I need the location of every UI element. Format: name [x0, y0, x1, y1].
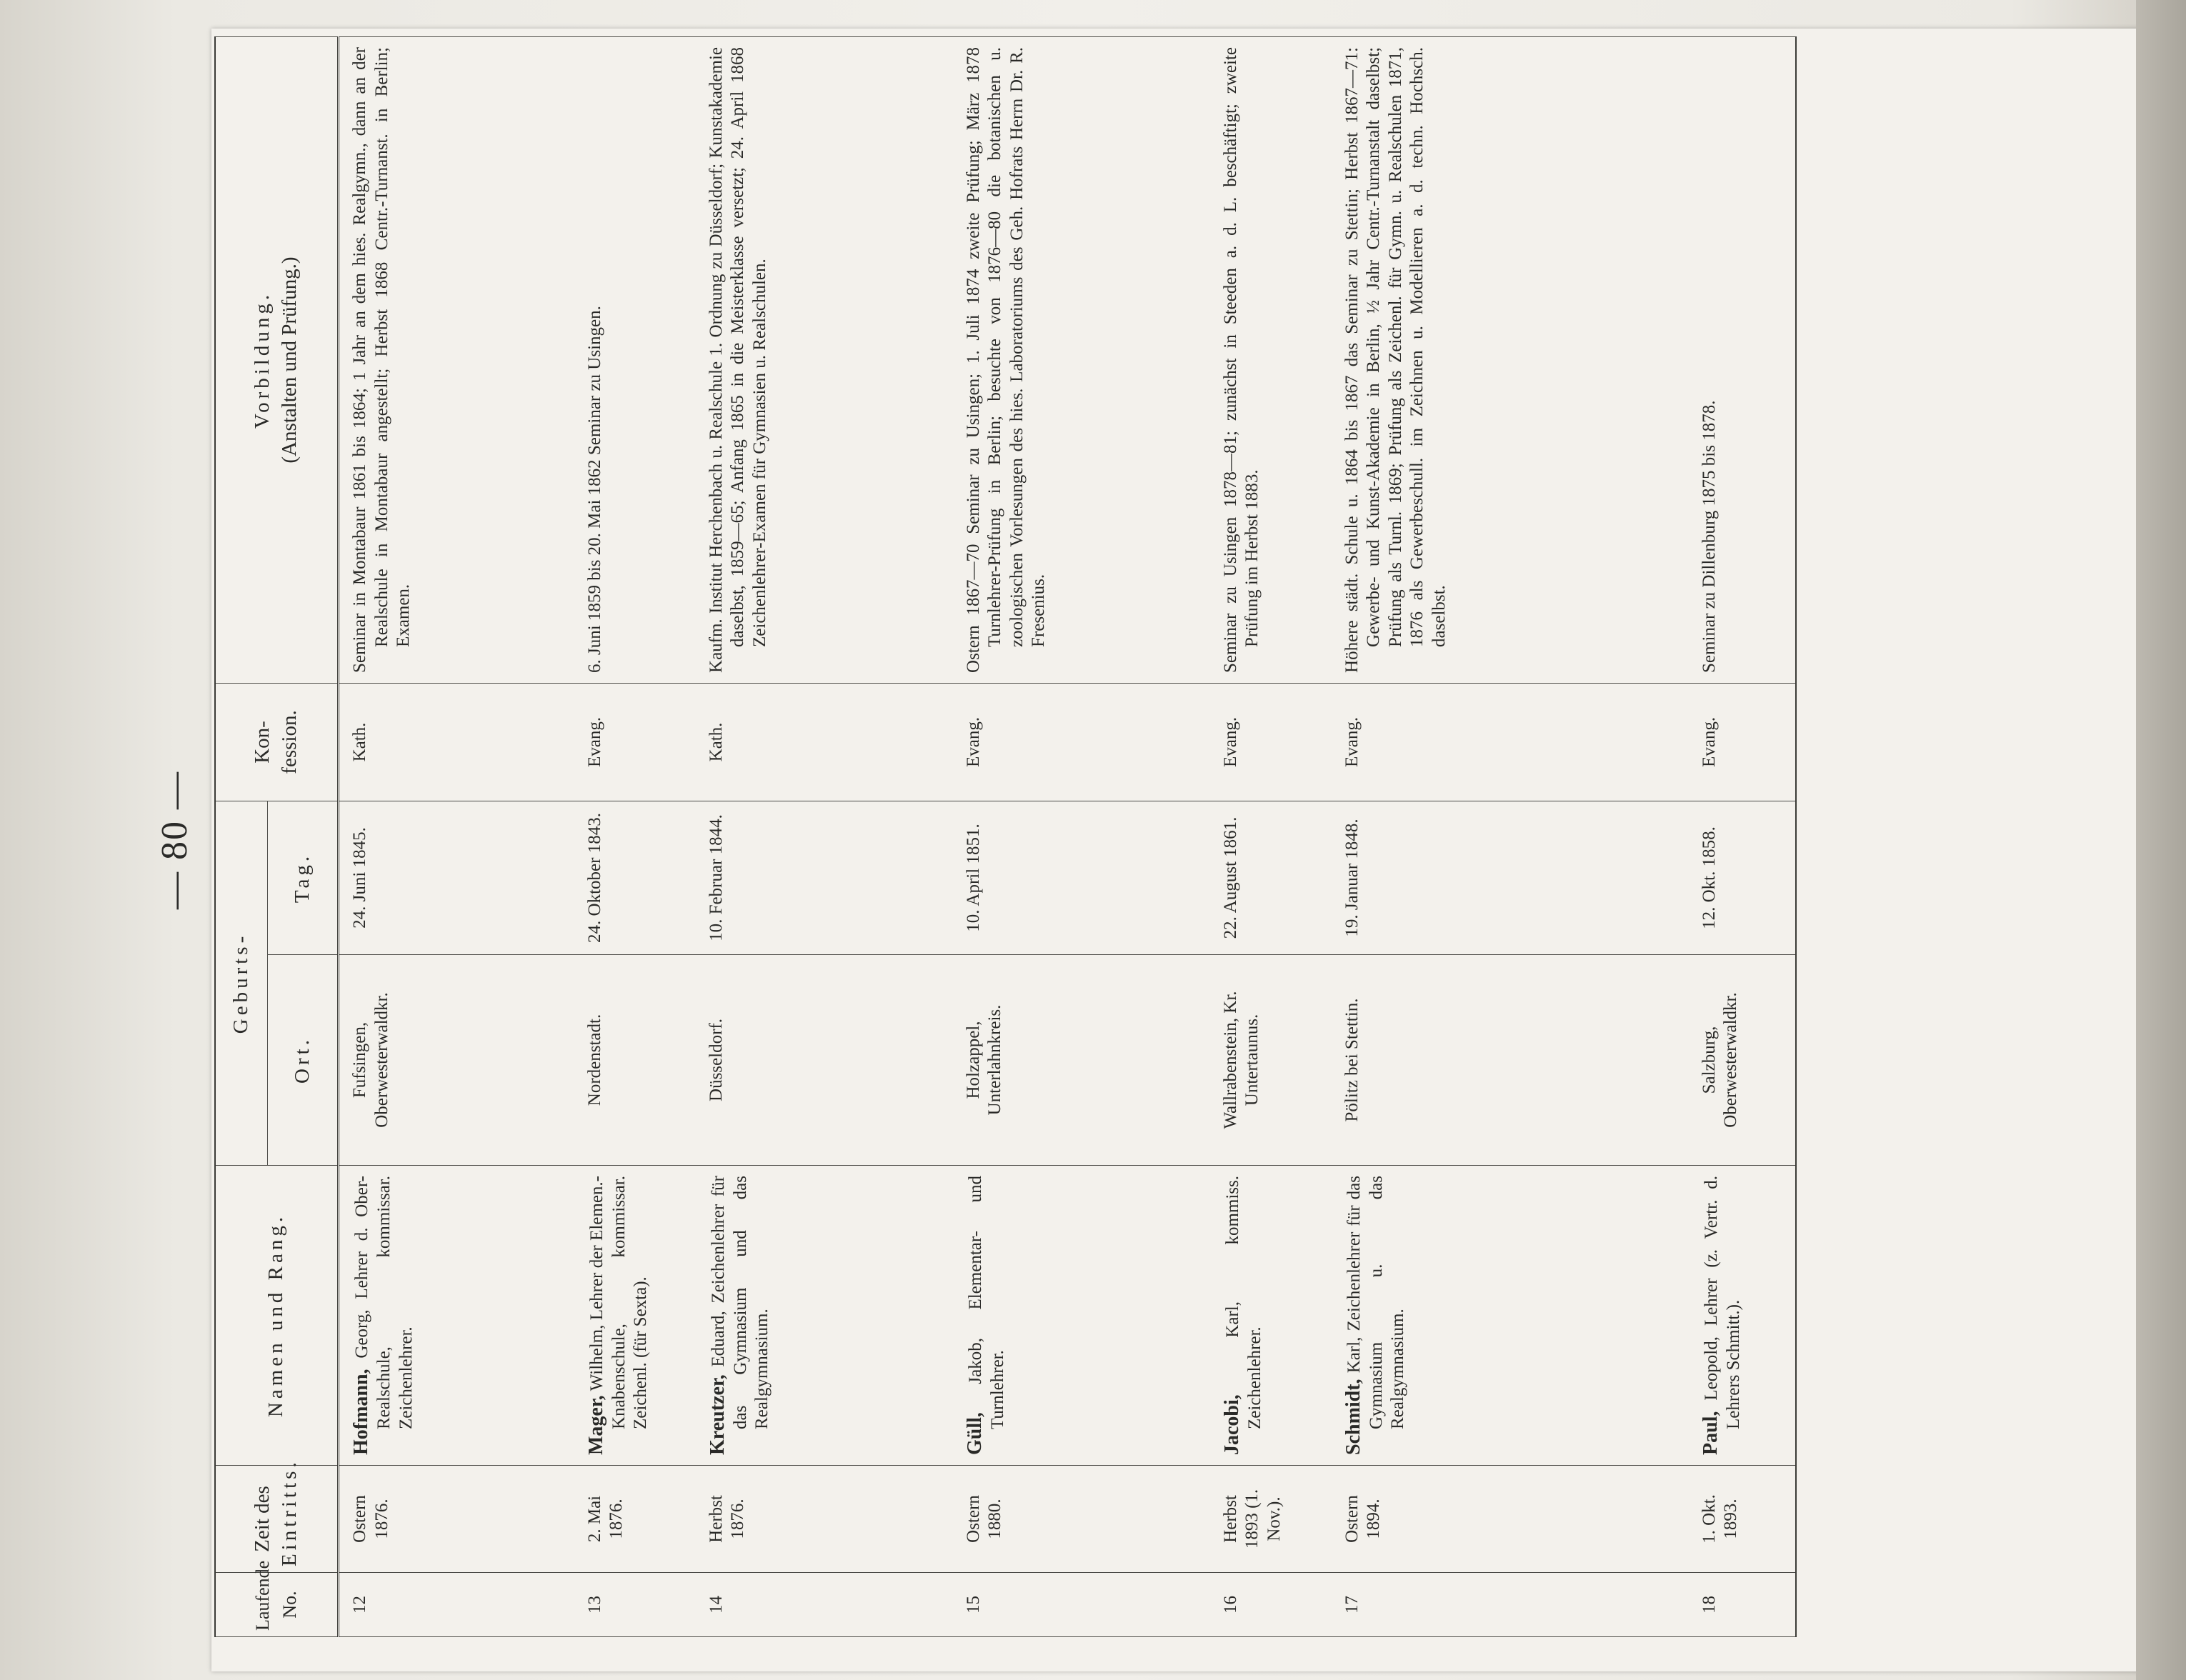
birth-date: 10. Februar 1844.	[696, 801, 953, 954]
row-number: 15	[953, 1573, 1210, 1637]
education: Seminar zu Dillenburg 1875 bis 1878.	[1689, 36, 1796, 683]
table-row	[1332, 36, 1689, 1636]
confession: Evang.	[1210, 683, 1332, 801]
birth-date: 24. Oktober 1843.	[574, 801, 696, 954]
entry-date: 1. Okt. 1893.	[1689, 1466, 1796, 1573]
header-tag: Tag.	[268, 801, 339, 954]
surname: Paul,	[1699, 1411, 1722, 1455]
name-and-rank	[339, 1166, 574, 1466]
rank-text: Eduard, Zeichenlehrer für das Gymnasium und das Realgymnasium.	[708, 1176, 772, 1429]
birth-place: Holzappel, Unterlahnkreis.	[953, 955, 1210, 1166]
confession: Kath.	[696, 683, 953, 801]
row-number: 14	[696, 1573, 953, 1637]
name-and-rank	[953, 1166, 1210, 1466]
birth-date: 12. Okt. 1858.	[1689, 801, 1796, 954]
row-number: 18	[1689, 1573, 1796, 1637]
header-name: Namen und Rang.	[215, 1166, 339, 1466]
confession: Evang.	[1332, 683, 1689, 801]
entry-date: Herbst 1893 (1. Nov.).	[1210, 1466, 1332, 1573]
name-and-rank	[574, 1166, 696, 1466]
confession: Kath.	[339, 683, 574, 801]
birth-date: 19. Januar 1848.	[1332, 801, 1689, 954]
header-konfession: Kon- fession.	[215, 683, 339, 801]
name-and-rank	[696, 1166, 953, 1466]
rank-text: Leopold, Lehrer (z. Vertr. d. Lehrers Schmitt.).	[1701, 1176, 1743, 1429]
education: Seminar zu Usingen 1878—81; zunächst in Steeden a. d. L. beschäftigt; zweite Prüfung im Herbst 1883.	[1210, 36, 1332, 683]
education: Ostern 1867—70 Seminar zu Usingen; 1. Juli 1874 zweite Prüfung; März 1878 Turnlehrer-Prüfung in Berlin; besuchte von 1876—80 die botanischen u. zoologischen Vorlesungen des hies. Laboratoriums des Geh. Hofrats Herrn Dr. R. Fresenius.	[953, 36, 1210, 683]
birth-place: Nordenstadt.	[574, 955, 696, 1166]
confession: Evang.	[574, 683, 696, 801]
table-row	[339, 36, 574, 1636]
row-number: 12	[339, 1573, 574, 1637]
rank-text: Karl, kommiss. Zeichenlehrer.	[1222, 1176, 1264, 1429]
table-row	[1689, 36, 1796, 1636]
entry-date: Ostern 1894.	[1332, 1466, 1689, 1573]
header-row	[215, 36, 268, 1636]
confession: Evang.	[953, 683, 1210, 801]
entry-date: 2. Mai 1876.	[574, 1466, 696, 1573]
teacher-register-table	[214, 36, 1797, 1637]
header-zeit: Zeit des Eintritts.	[215, 1466, 339, 1573]
header-no: Laufende No.	[215, 1573, 339, 1637]
education: 6. Juni 1859 bis 20. Mai 1862 Seminar zu Usingen.	[574, 36, 696, 683]
birth-place: Wallrabenstein, Kr. Untertaunus.	[1210, 955, 1332, 1166]
header-geburts: Geburts-	[215, 801, 268, 1165]
surname: Güll,	[963, 1412, 986, 1455]
table-row	[953, 36, 1210, 1636]
row-number: 13	[574, 1573, 696, 1637]
header-ort: Ort.	[268, 955, 339, 1166]
header-vorbildung: Vorbildung. (Anstalten und Prüfung.)	[215, 36, 339, 683]
birth-date: 22. August 1861.	[1210, 801, 1332, 954]
row-number: 16	[1210, 1573, 1332, 1637]
name-and-rank	[1689, 1166, 1796, 1466]
surname: Mager,	[584, 1395, 607, 1455]
entry-date: Ostern 1880.	[953, 1466, 1210, 1573]
surname: Kreutzer,	[706, 1374, 729, 1455]
birth-place: Pölitz bei Stettin.	[1332, 955, 1689, 1166]
table-row	[696, 36, 953, 1636]
education: Seminar in Montabaur 1861 bis 1864; 1 Jahr an dem hies. Realgymn., dann an der Realschule in Montabaur angestellt; Herbst 1868 Centr.-Turnanst. in Berlin; Examen.	[339, 36, 574, 683]
rank-text: Wilhelm, Lehrer der Elemen.-Knabenschule, kommissar. Zeichenl. (für Sexta).	[587, 1176, 651, 1429]
entry-date: Herbst 1876.	[696, 1466, 953, 1573]
rank-text: Jakob, Elementar- und Turnlehrer.	[965, 1176, 1007, 1429]
birth-place: Fufsingen, Oberwesterwaldkr.	[339, 955, 574, 1166]
rank-text: Karl, Zeichenlehrer für das Gymnasium u. das Realgymnasium.	[1344, 1176, 1408, 1429]
entry-date: Ostern 1876.	[339, 1466, 574, 1573]
education: Kaufm. Institut Herchenbach u. Realschule 1. Ordnung zu Düsseldorf; Kunstakademie daselbst, 1859—65; Anfang 1865 in die Meisterklasse versetzt; 24. April 1868 Zeichenlehrer-Examen für Gymnasien u. Realschulen.	[696, 36, 953, 683]
surname: Hofmann,	[350, 1369, 372, 1455]
surname: Jacobi,	[1220, 1394, 1243, 1455]
row-number: 17	[1332, 1573, 1689, 1637]
name-and-rank	[1332, 1166, 1689, 1466]
birth-date: 10. April 1851.	[953, 801, 1210, 954]
name-and-rank	[1210, 1166, 1332, 1466]
rank-text: Georg, Lehrer d. Ober-Realschule, kommissar. Zeichenlehrer.	[352, 1176, 416, 1429]
education: Höhere städt. Schule u. 1864 bis 1867 das Seminar zu Stettin; Herbst 1867—71: Gewerbe- und Kunst-Akademie in Berlin, ½ Jahr Centr.-Turnanstalt daselbst; Prüfung als Turnl. 1869; Prüfung als Zeichenl. für Gymn. u. Realschulen 1871, 1876 als Gewerbeschull. im Zeichnen u. Modellieren a. d. techn. Hochsch. daselbst.	[1332, 36, 1689, 683]
confession: Evang.	[1689, 683, 1796, 801]
birth-place: Düsseldorf.	[696, 955, 953, 1166]
surname: Schmidt,	[1342, 1379, 1364, 1455]
birth-date: 24. Juni 1845.	[339, 801, 574, 954]
page-number: — 80 —	[154, 771, 195, 909]
table-row	[574, 36, 696, 1636]
table-row	[1210, 36, 1332, 1636]
birth-place: Salzburg, Oberwesterwaldkr.	[1689, 955, 1796, 1166]
